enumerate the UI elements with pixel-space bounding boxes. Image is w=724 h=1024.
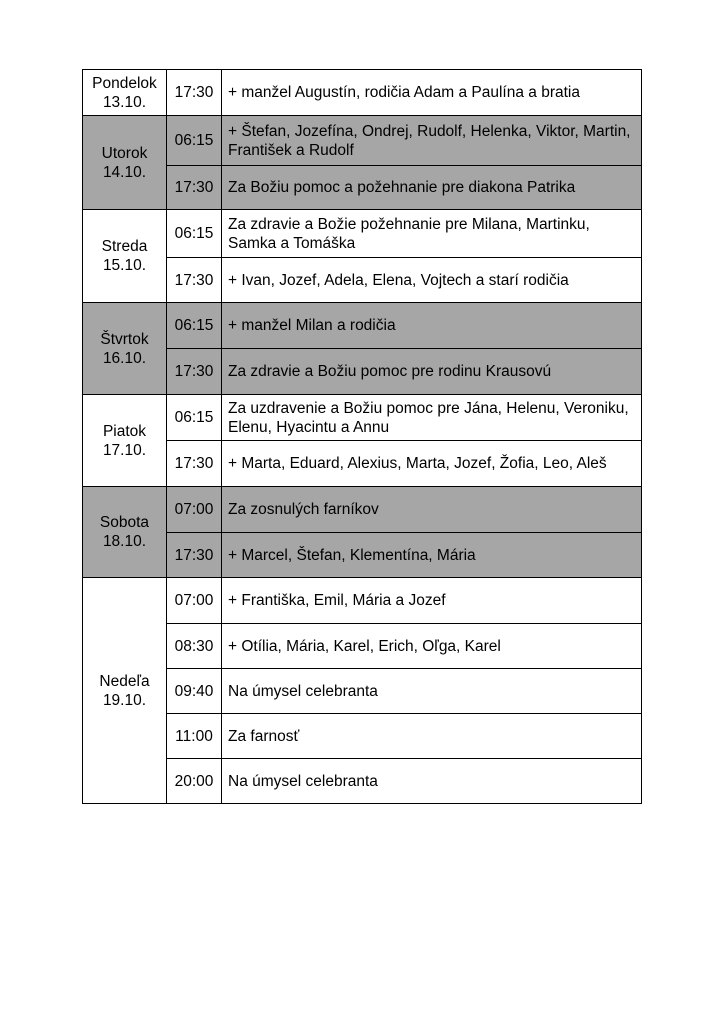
table-row	[83, 116, 642, 166]
day-date: 13.10.	[102, 93, 147, 111]
mass-intention: + Marcel, Štefan, Klementína, Mária	[222, 533, 642, 578]
mass-intention: Za zdravie a Božie požehnanie pre Milana, Martinku, Samka a Tomáška	[222, 210, 642, 258]
day-cell	[83, 116, 167, 210]
mass-intention: + Ivan, Jozef, Adela, Elena, Vojtech a starí rodičia	[222, 258, 642, 303]
table-row	[83, 578, 642, 624]
mass-time: 07:00	[167, 487, 222, 533]
mass-intention: Na úmysel celebranta	[222, 759, 642, 804]
mass-time: 07:00	[167, 578, 222, 624]
table-row	[83, 759, 642, 804]
mass-intention: + manžel Milan a rodičia	[222, 303, 642, 349]
table-row	[83, 210, 642, 258]
mass-intention: + manžel Augustín, rodičia Adam a Paulína a bratia	[222, 70, 642, 116]
table-row	[83, 349, 642, 395]
table-row	[83, 303, 642, 349]
day-name: Sobota	[99, 514, 150, 531]
mass-time: 06:15	[167, 116, 222, 166]
day-cell	[83, 303, 167, 395]
day-cell	[83, 487, 167, 578]
mass-intention: Za zosnulých farníkov	[222, 487, 642, 533]
table-row	[83, 714, 642, 759]
mass-intention: + Františka, Emil, Mária a Jozef	[222, 578, 642, 624]
table-row	[83, 487, 642, 533]
day-date: 15.10.	[102, 257, 147, 274]
mass-time: 17:30	[167, 258, 222, 303]
mass-intention: Za zdravie a Božiu pomoc pre rodinu Krausovú	[222, 349, 642, 395]
mass-time: 17:30	[167, 349, 222, 395]
mass-time: 08:30	[167, 624, 222, 669]
table-row	[83, 166, 642, 210]
mass-intention: + Otília, Mária, Karel, Erich, Oľga, Karel	[222, 624, 642, 669]
table-row	[83, 441, 642, 487]
table-row	[83, 258, 642, 303]
day-name: Utorok	[101, 144, 148, 162]
day-name: Piatok	[102, 422, 147, 440]
mass-intention: Za Božiu pomoc a požehnanie pre diakona Patrika	[222, 166, 642, 210]
day-cell	[83, 578, 167, 804]
day-date: 17.10.	[102, 441, 147, 459]
day-name: Štvrtok	[100, 330, 149, 348]
mass-schedule-table	[82, 69, 642, 804]
mass-time: 20:00	[167, 759, 222, 804]
table-row	[83, 70, 642, 116]
day-cell	[83, 210, 167, 303]
mass-time: 11:00	[167, 714, 222, 759]
day-date: 19.10.	[102, 691, 147, 709]
mass-intention: Za uzdravenie a Božiu pomoc pre Jána, Helenu, Veroniku, Elenu, Hyacintu a Annu	[222, 395, 642, 441]
day-name: Pondelok	[92, 74, 157, 92]
day-cell	[83, 395, 167, 487]
table-row	[83, 669, 642, 714]
day-cell	[83, 70, 167, 116]
mass-time: 09:40	[167, 669, 222, 714]
mass-time: 06:15	[167, 395, 222, 441]
table-row	[83, 624, 642, 669]
mass-time: 17:30	[167, 441, 222, 487]
mass-time: 06:15	[167, 303, 222, 349]
mass-time: 17:30	[167, 166, 222, 210]
day-date: 14.10.	[102, 163, 147, 181]
table-row	[83, 533, 642, 578]
day-date: 16.10.	[102, 349, 147, 367]
day-name: Streda	[101, 238, 148, 255]
table-row	[83, 395, 642, 441]
mass-intention: Na úmysel celebranta	[222, 669, 642, 714]
mass-time: 17:30	[167, 70, 222, 116]
mass-time: 06:15	[167, 210, 222, 258]
day-name: Nedeľa	[99, 672, 150, 690]
mass-intention: + Marta, Eduard, Alexius, Marta, Jozef, Žofia, Leo, Aleš	[222, 441, 642, 487]
mass-intention: + Štefan, Jozefína, Ondrej, Rudolf, Helenka, Viktor, Martin, František a Rudolf	[222, 116, 642, 166]
mass-time: 17:30	[167, 533, 222, 578]
mass-intention: Za farnosť	[222, 714, 642, 759]
day-date: 18.10.	[102, 533, 147, 550]
